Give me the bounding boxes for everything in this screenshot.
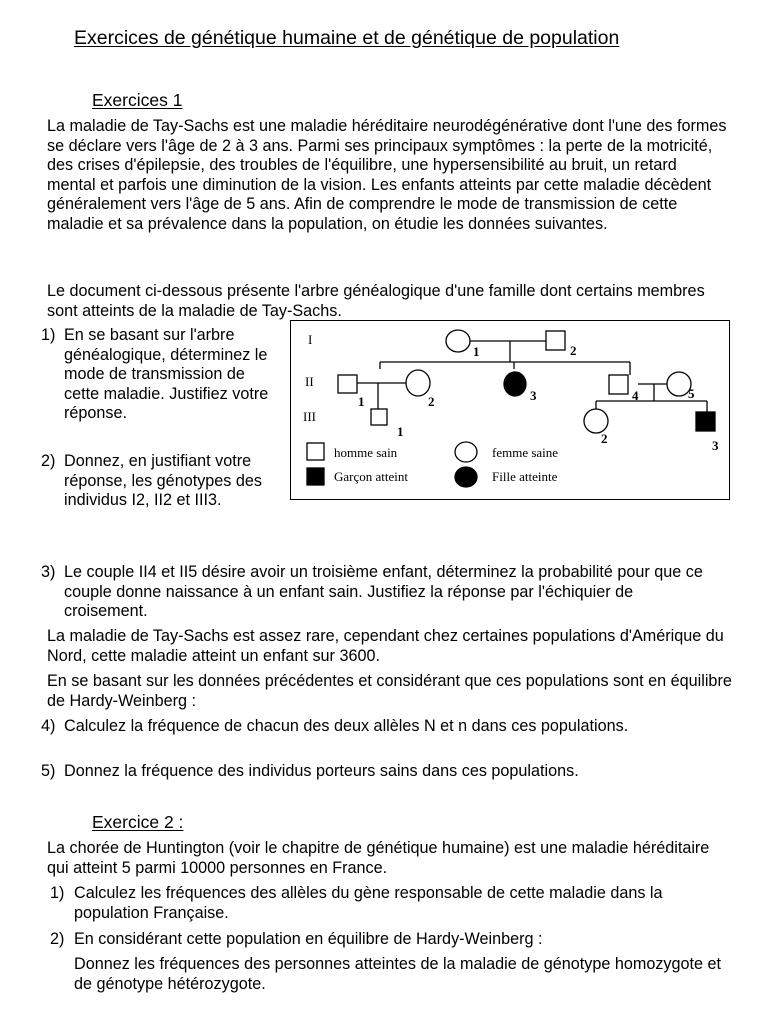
I1-healthy-female xyxy=(446,330,470,352)
exercise2-intro: La chorée de Huntington (voir le chapitre de génétique humaine) est une maladie héréditaire qui atteint 5 parmi 10000 personnes en France. xyxy=(47,839,710,877)
document-intro: Le document ci-dessous présente l'arbre généalogique d'une famille dont certains membres sont atteints de la maladie de Tay-Sachs. xyxy=(47,282,705,320)
exercise2-question-2-number: 2) xyxy=(50,930,65,948)
generation-III-label: III xyxy=(303,409,316,424)
legend-healthy-male: homme sain xyxy=(334,445,398,460)
legend-affected-female: Fille atteinte xyxy=(492,469,558,484)
question-2-number: 2) xyxy=(41,452,56,470)
exercise2-question-2: En considérant cette population en équilibre de Hardy-Weinberg : xyxy=(74,930,543,948)
question-5-number: 5) xyxy=(41,762,56,780)
exercise2-question-1: Calculez les fréquences des allèles du gène responsable de cette maladie dans la population Française. xyxy=(74,884,663,922)
exercise1-heading: Exercices 1 xyxy=(92,90,183,110)
II2-label: 2 xyxy=(428,394,435,409)
III3-label: 3 xyxy=(712,438,719,453)
II3-affected-female xyxy=(504,372,526,396)
III2-label: 2 xyxy=(601,431,608,446)
II1-healthy-male xyxy=(338,375,357,393)
hardy-weinberg-paragraph: En se basant sur les données précédentes et considérant que ces populations sont en équilibre de Hardy-Weinberg : xyxy=(47,672,732,710)
page-title: Exercices de génétique humaine et de génétique de population xyxy=(74,27,620,49)
question-3: Le couple II4 et II5 désire avoir un troisième enfant, déterminez la probabilité pour que ce couple donne naissance à un enfant sain. Justifiez la réponse par l'échiquier de croisement. xyxy=(64,563,703,621)
II1-label: 1 xyxy=(358,394,365,409)
III1-healthy-male xyxy=(371,409,387,425)
legend-affected-male-symbol xyxy=(307,468,324,485)
II4-label: 4 xyxy=(632,388,639,403)
question-5: Donnez la fréquence des individus porteurs sains dans ces populations. xyxy=(64,762,579,780)
question-1: En se basant sur l'arbre généalogique, déterminez le mode de transmission de cette maladie. Justifiez votre réponse. xyxy=(64,326,269,423)
legend-healthy-male-symbol xyxy=(307,443,324,460)
III1-label: 1 xyxy=(397,424,404,439)
I2-label: 2 xyxy=(570,343,577,358)
III2-healthy-female xyxy=(584,409,608,433)
exercise2-question-1-number: 1) xyxy=(50,884,65,902)
question-4: Calculez la fréquence de chacun des deux allèles N et n dans ces populations. xyxy=(64,717,629,735)
exercise1-intro: La maladie de Tay-Sachs est une maladie héréditaire neurodégénérative dont l'une des formes se déclare vers l'âge de 2 à 3 ans. Parmi ses principaux symptômes : la perte de la motricité, des crises d'épilepsie, des troubles de l'équilibre, une hypersensibilité au bruit, un retard mental et parfois une diminution de la vision. Les enfants atteints par cette maladie décèdent généralement vers l'âge de 5 ans. Afin de comprendre le mode de transmission de cette maladie et sa prévalence dans la population, on étudie les données suivantes. xyxy=(47,117,727,233)
question-1-number: 1) xyxy=(41,326,56,344)
II3-label: 3 xyxy=(530,388,537,403)
II4-healthy-male xyxy=(609,375,628,394)
generation-I-label: I xyxy=(308,332,313,347)
exercise2-heading: Exercice 2 : xyxy=(92,812,184,832)
I1-label: 1 xyxy=(473,344,480,359)
II2-healthy-female xyxy=(406,370,430,396)
question-3-number: 3) xyxy=(41,563,56,581)
legend-healthy-female-symbol xyxy=(455,442,477,462)
III3-affected-male xyxy=(696,412,715,431)
exercise2-question-2-detail: Donnez les fréquences des personnes atteintes de la maladie de génotype homozygote et de génotype hétérozygote. xyxy=(74,955,722,993)
II5-label: 5 xyxy=(688,386,695,401)
legend-affected-female-symbol xyxy=(455,467,477,487)
legend-affected-male: Garçon atteint xyxy=(334,469,408,484)
prevalence-paragraph: La maladie de Tay-Sachs est assez rare, cependant chez certaines populations d'Amérique du Nord, cette maladie atteint un enfant sur 3600. xyxy=(47,627,724,665)
I2-healthy-male xyxy=(546,331,565,350)
legend-healthy-female: femme saine xyxy=(492,445,559,460)
question-4-number: 4) xyxy=(41,717,56,735)
generation-II-label: II xyxy=(305,374,314,389)
pedigree-diagram xyxy=(290,320,730,500)
question-2: Donnez, en justifiant votre réponse, les génotypes des individus I2, II2 et III3. xyxy=(64,452,262,510)
